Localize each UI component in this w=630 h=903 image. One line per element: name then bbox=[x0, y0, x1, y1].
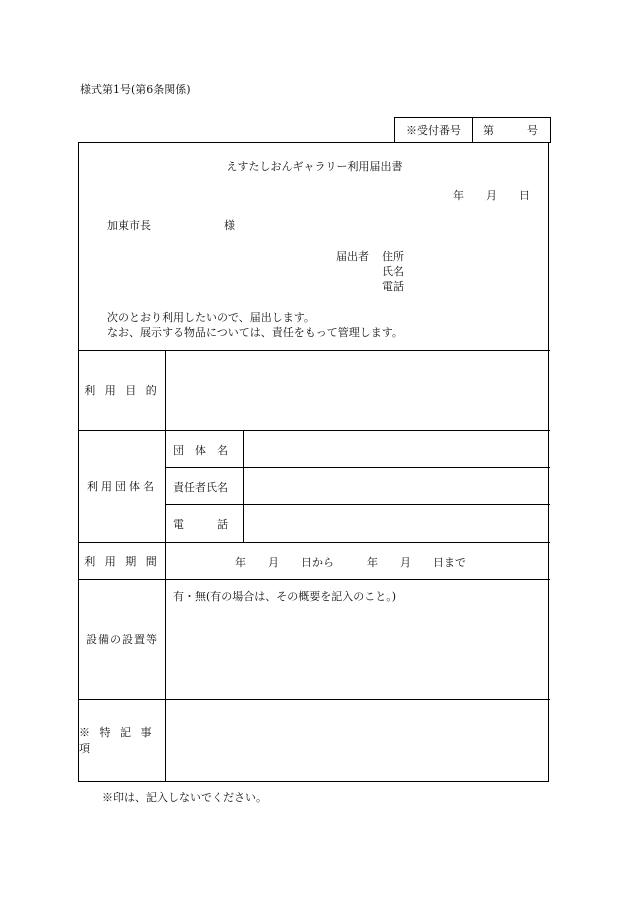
receipt-number-box bbox=[394, 117, 551, 143]
rep-name-field[interactable] bbox=[244, 468, 549, 503]
intro-line-1: 次のとおり利用したいので、届出します。 bbox=[107, 311, 315, 324]
date-field[interactable]: 年 月 日 bbox=[453, 189, 530, 202]
org-name-field[interactable] bbox=[244, 431, 549, 466]
applicant-name-field[interactable]: 氏名 bbox=[382, 265, 404, 278]
addressee-honorific: 様 bbox=[224, 219, 235, 232]
applicant-label: 届出者 bbox=[336, 250, 369, 263]
org-label: 利用団体名 bbox=[87, 480, 157, 493]
rep-name-label: 責任者氏名 bbox=[173, 481, 228, 494]
period-field[interactable]: 年 月 日から 年 月 日まで bbox=[235, 556, 466, 569]
receipt-label: ※受付番号 bbox=[395, 118, 473, 142]
form-reference: 様式第1号(第6条関係) bbox=[80, 83, 191, 96]
intro-line-2: なお、展示する物品については、責任をもって管理します。 bbox=[107, 326, 403, 339]
applicant-phone-field[interactable]: 電話 bbox=[382, 280, 404, 293]
org-phone-field[interactable] bbox=[244, 505, 549, 541]
org-phone-label: 電 話 bbox=[173, 518, 228, 531]
notes-field[interactable] bbox=[166, 700, 549, 780]
notes-label: ※ 特 記 事 項 bbox=[79, 726, 155, 755]
period-label: 利 用 期 間 bbox=[84, 554, 160, 568]
purpose-label: 利 用 目 的 bbox=[84, 384, 160, 397]
applicant-address-field[interactable]: 住所 bbox=[382, 250, 404, 263]
purpose-field[interactable] bbox=[166, 351, 549, 429]
receipt-number-field[interactable]: 第 号 bbox=[483, 124, 538, 137]
equipment-field[interactable]: 有・無(有の場合は、その概要を記入のこと。) bbox=[173, 590, 397, 603]
equipment-label: 設備の設置等 bbox=[86, 633, 158, 646]
form-title: えすたしおんギャラリー利用届出書 bbox=[226, 160, 403, 173]
footnote: ※印は、記入しないでください。 bbox=[102, 791, 267, 804]
form-table bbox=[78, 142, 549, 782]
org-name-label: 団 体 名 bbox=[173, 444, 228, 457]
addressee-name: 加東市長 bbox=[107, 219, 151, 232]
